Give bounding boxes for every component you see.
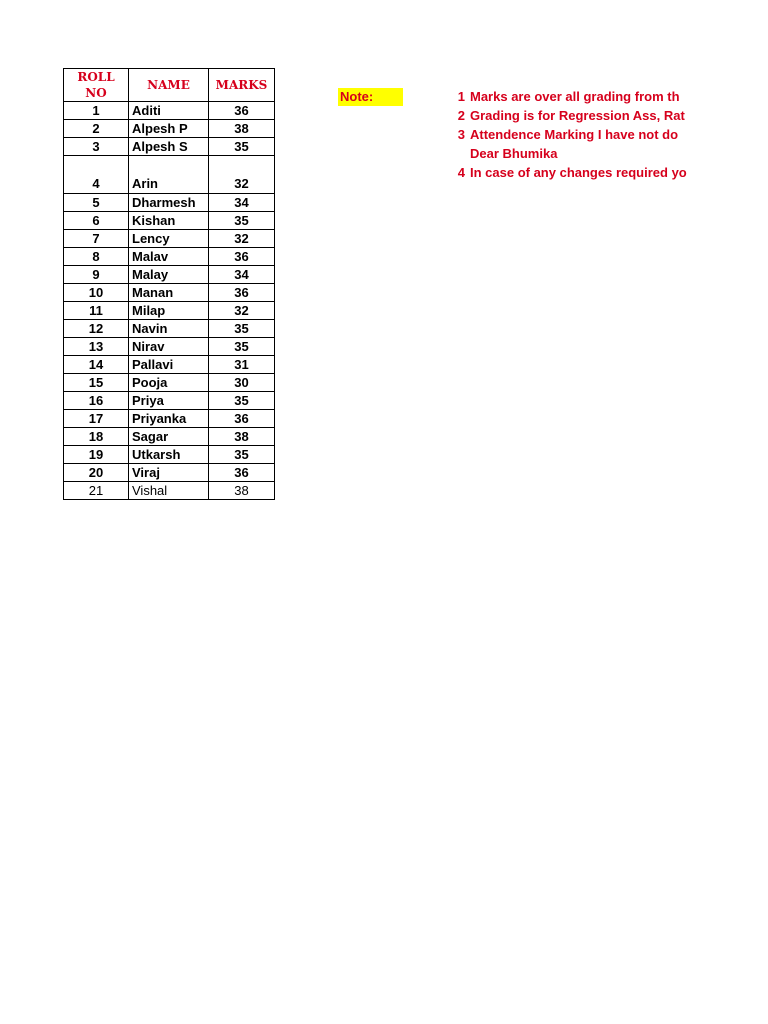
marks-cell[interactable]: 34 xyxy=(209,266,275,284)
table-row xyxy=(64,156,275,194)
table-row xyxy=(64,102,275,120)
marks-cell[interactable]: 35 xyxy=(209,338,275,356)
roll-no-cell[interactable]: 7 xyxy=(64,230,129,248)
name-cell[interactable]: Pooja xyxy=(129,374,209,392)
name-cell[interactable]: Utkarsh xyxy=(129,446,209,464)
table-row xyxy=(64,464,275,482)
roll-no-cell[interactable]: 17 xyxy=(64,410,129,428)
name-cell[interactable]: Alpesh P xyxy=(129,120,209,138)
marks-cell[interactable]: 32 xyxy=(209,302,275,320)
name-cell[interactable]: Priya xyxy=(129,392,209,410)
roll-no-cell[interactable]: 12 xyxy=(64,320,129,338)
marks-cell[interactable]: 32 xyxy=(209,230,275,248)
roll-no-cell[interactable]: 15 xyxy=(64,374,129,392)
marks-table xyxy=(63,68,275,500)
roll-no-cell[interactable]: 19 xyxy=(64,446,129,464)
marks-cell[interactable]: 31 xyxy=(209,356,275,374)
notes-list xyxy=(440,88,687,183)
note-text: In case of any changes required yo xyxy=(470,165,687,180)
name-cell[interactable]: Malav xyxy=(129,248,209,266)
roll-no-cell[interactable]: 13 xyxy=(64,338,129,356)
name-cell[interactable]: Alpesh S xyxy=(129,138,209,156)
roll-no-cell[interactable]: 1 xyxy=(64,102,129,120)
name-cell[interactable]: Nirav xyxy=(129,338,209,356)
table-row xyxy=(64,212,275,230)
name-cell[interactable]: Malay xyxy=(129,266,209,284)
marks-cell[interactable]: 38 xyxy=(209,120,275,138)
note-item[interactable] xyxy=(440,164,687,183)
marks-cell[interactable]: 35 xyxy=(209,212,275,230)
roll-no-cell[interactable]: 5 xyxy=(64,194,129,212)
name-cell[interactable]: Aditi xyxy=(129,102,209,120)
marks-cell[interactable]: 35 xyxy=(209,392,275,410)
roll-no-cell[interactable]: 9 xyxy=(64,266,129,284)
name-cell[interactable]: Kishan xyxy=(129,212,209,230)
marks-cell[interactable]: 35 xyxy=(209,138,275,156)
table-row xyxy=(64,410,275,428)
name-cell[interactable]: Lency xyxy=(129,230,209,248)
roll-no-cell[interactable]: 2 xyxy=(64,120,129,138)
table-row xyxy=(64,194,275,212)
name-header[interactable]: NAME xyxy=(129,69,209,102)
note-text: Grading is for Regression Ass, Rat xyxy=(470,108,685,123)
table-row xyxy=(64,266,275,284)
note-item[interactable] xyxy=(440,126,679,145)
table-row xyxy=(64,392,275,410)
name-cell[interactable]: Milap xyxy=(129,302,209,320)
note-text: Attendence Marking I have not do xyxy=(470,127,679,142)
note-item[interactable] xyxy=(440,88,680,107)
marks-cell[interactable]: 35 xyxy=(209,446,275,464)
roll-no-cell[interactable]: 3 xyxy=(64,138,129,156)
table-header-row xyxy=(64,69,275,102)
table-row xyxy=(64,428,275,446)
marks-cell[interactable]: 36 xyxy=(209,102,275,120)
marks-cell[interactable]: 38 xyxy=(209,482,275,500)
roll-no-cell[interactable]: 20 xyxy=(64,464,129,482)
note-number: 4 xyxy=(457,165,465,180)
table-row xyxy=(64,284,275,302)
note-item[interactable] xyxy=(440,145,662,164)
roll-no-cell[interactable]: 11 xyxy=(64,302,129,320)
name-cell[interactable]: Pallavi xyxy=(129,356,209,374)
name-cell[interactable]: Manan xyxy=(129,284,209,302)
roll-no-cell[interactable]: 16 xyxy=(64,392,129,410)
roll-no-cell[interactable]: 21 xyxy=(64,482,129,500)
note-number: 3 xyxy=(457,127,465,142)
marks-cell[interactable]: 38 xyxy=(209,428,275,446)
table-row xyxy=(64,446,275,464)
table-row xyxy=(64,302,275,320)
note-text: Dear Bhumika xyxy=(470,146,558,161)
marks-header[interactable]: MARKS xyxy=(209,69,275,102)
table-row xyxy=(64,338,275,356)
name-cell[interactable]: Navin xyxy=(129,320,209,338)
marks-cell[interactable]: 34 xyxy=(209,194,275,212)
table-row xyxy=(64,120,275,138)
name-cell[interactable]: Viraj xyxy=(129,464,209,482)
note-text: Marks are over all grading from th xyxy=(470,89,680,104)
marks-cell[interactable]: 30 xyxy=(209,374,275,392)
marks-cell[interactable]: 36 xyxy=(209,248,275,266)
roll-no-cell[interactable]: 10 xyxy=(64,284,129,302)
note-number: 1 xyxy=(457,89,465,104)
roll-no-cell[interactable]: 18 xyxy=(64,428,129,446)
marks-cell[interactable]: 36 xyxy=(209,284,275,302)
name-cell[interactable]: Sagar xyxy=(129,428,209,446)
table-row xyxy=(64,248,275,266)
roll-no-cell[interactable]: 14 xyxy=(64,356,129,374)
marks-cell[interactable]: 36 xyxy=(209,410,275,428)
table-body xyxy=(64,102,275,500)
marks-cell[interactable]: 35 xyxy=(209,320,275,338)
name-cell[interactable]: Dharmesh xyxy=(129,194,209,212)
name-cell[interactable]: Arin xyxy=(129,156,209,194)
table-row xyxy=(64,374,275,392)
name-cell[interactable]: Priyanka xyxy=(129,410,209,428)
roll-no-cell[interactable]: 6 xyxy=(64,212,129,230)
table-row xyxy=(64,138,275,156)
roll-no-header[interactable]: ROLL NO xyxy=(64,69,129,102)
table-row xyxy=(64,482,275,500)
marks-cell[interactable]: 36 xyxy=(209,464,275,482)
note-label[interactable]: Note: xyxy=(338,88,403,106)
note-number: 2 xyxy=(457,108,465,123)
table-row xyxy=(64,320,275,338)
note-item[interactable] xyxy=(440,107,685,126)
table-row xyxy=(64,230,275,248)
table-row xyxy=(64,356,275,374)
marks-cell[interactable]: 32 xyxy=(209,156,275,194)
name-cell[interactable]: Vishal xyxy=(129,482,209,500)
roll-no-cell[interactable]: 8 xyxy=(64,248,129,266)
roll-no-cell[interactable]: 4 xyxy=(64,156,129,194)
